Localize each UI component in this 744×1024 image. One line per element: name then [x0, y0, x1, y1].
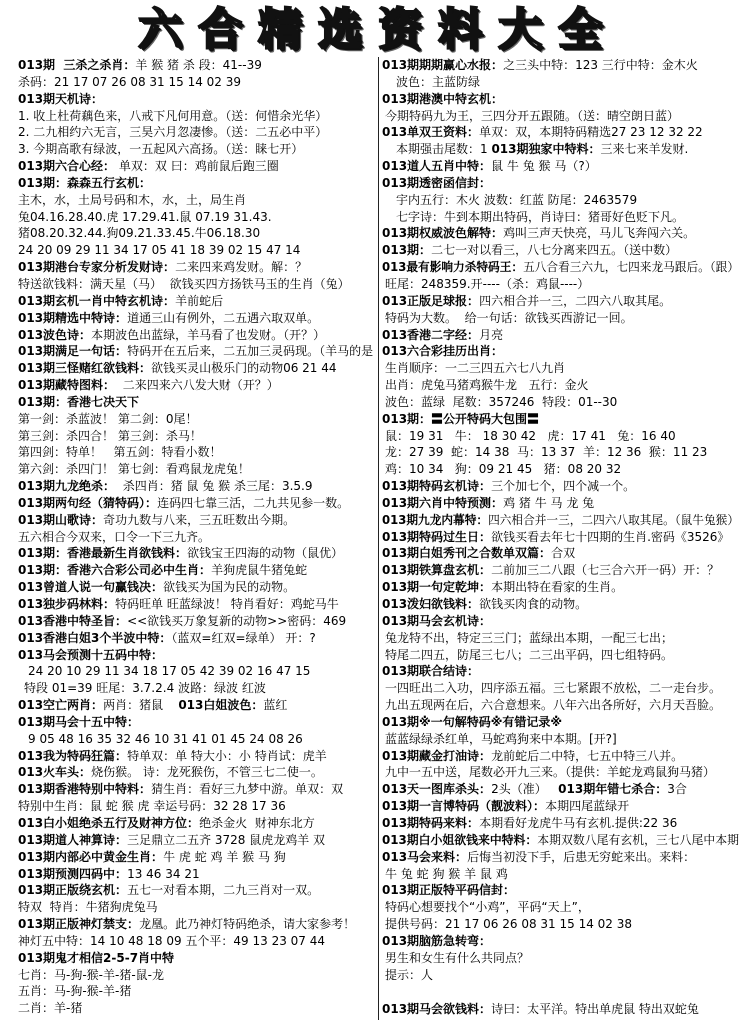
text-line [18, 478, 376, 495]
text-line [18, 327, 376, 344]
text-line [382, 866, 740, 883]
item-text: 兔龙特不出，特定三三门；蓝绿出本期，一配三七出； [385, 630, 674, 645]
text-line [382, 259, 740, 276]
text-line [18, 310, 376, 327]
text-line [18, 108, 376, 125]
item-text: 五六相合今双来，口令一下三九齐。 [18, 529, 211, 544]
item-text: 烧伤猴。 诗：龙死猴伤，不管三七二使一。 [91, 765, 323, 780]
item-text: 月亮 [479, 327, 504, 342]
right-column [382, 57, 740, 1022]
item-text: 七字诗：牛到本期出特码，肖诗曰：猪哥好色贬下凡。 [396, 209, 685, 224]
text-line [382, 108, 740, 125]
item-heading: 013期期期赢心水报： [382, 58, 504, 72]
text-line [18, 916, 376, 933]
item-text: 绝杀金火 财神东北方 [199, 815, 315, 830]
text-line [382, 293, 740, 310]
item-text: <<欲钱买万象复新的动物>>密码：469 [127, 613, 347, 628]
item-text: 提示：人 [385, 967, 434, 982]
text-line [382, 596, 740, 613]
text-line [18, 680, 376, 697]
item-text: 第四剑：特单！ 第五剑：特看小数！ [18, 445, 222, 460]
text-line [382, 495, 740, 512]
item-heading: 013期正版神灯禁支： [18, 917, 140, 932]
text-line [18, 950, 376, 967]
item-text: 四六相合并一三，二四六八取其尾。 [479, 293, 672, 308]
item-text: 单双：双 曰：鸡前鼠后跑三圈 [115, 159, 279, 174]
item-text: 鼠：19 31 牛： 18 30 42 虎：17 41 兔：16 40 [385, 428, 676, 443]
column-divider [378, 57, 379, 1020]
text-line [18, 764, 376, 781]
item-text: 鸡叫三声天快亮，马儿飞奔闯六关。 [503, 226, 696, 241]
item-heading: 013期山歌诗： [18, 512, 104, 527]
item-heading: 013期马会玄机诗： [382, 613, 492, 628]
item-heading: 013空亡两肖： [18, 698, 104, 713]
item-text: 波色：蓝绿 尾数：357246 特段：01--30 [385, 394, 618, 409]
text-line [18, 663, 376, 680]
text-line [382, 933, 740, 950]
text-line [382, 529, 740, 546]
text-line [18, 748, 376, 765]
text-line [382, 124, 740, 141]
item-heading: 013期特码玄机诗： [382, 479, 492, 494]
item-text: 第一剑：杀蓝波！ 第二剑：0尾！ [18, 411, 198, 426]
item-text: 欲钱买为国为民的动物。 [163, 580, 296, 595]
text-line [382, 209, 740, 226]
item-text: 本期波色出蓝绿，羊马看了也发财。（开？） [91, 327, 326, 342]
item-text: 鼠 牛 兔 猴 马（?） [491, 159, 597, 174]
text-line [382, 545, 740, 562]
item-heading: 013白姐波色： [178, 698, 264, 713]
text-line [382, 428, 740, 445]
item-text: 男生和女生有什么共同点？ [385, 950, 530, 965]
text-line [18, 444, 376, 461]
text-line [382, 276, 740, 293]
item-text: 出肖：虎兔马猪鸡猴牛龙 五行：金火 [385, 378, 589, 393]
item-text: 本期双数八尾有玄机，三七八尾中本期 [537, 832, 739, 847]
item-text: 欲钱宝王四海的动物（鼠优） [187, 546, 344, 561]
text-line [382, 343, 740, 360]
text-line [382, 478, 740, 495]
item-heading: 013期预测四码中： [18, 866, 128, 881]
item-heading: 013期藏特图料： [18, 378, 116, 393]
text-line [382, 647, 740, 664]
item-heading: 013期鬼才相信2-5-7肖中特 [18, 950, 175, 965]
item-text: 三来七来羊发财. [600, 142, 689, 157]
item-text: 特码心想要找个“小鸡”，平码“天上”， [385, 900, 590, 915]
item-heading: 013期：香港最新生肖欲钱料： [18, 546, 188, 561]
item-heading: 013期满足一句话： [18, 344, 128, 359]
item-text: 特码为大数。 给一句话：欲钱买西游记一回。 [385, 310, 633, 325]
text-line [18, 849, 376, 866]
item-text: 三足鼎立二五齐 3728 鼠虎龙鸡羊 双 [127, 832, 326, 847]
item-heading: 013香港二字经： [382, 327, 480, 342]
text-line [18, 933, 376, 950]
text-line [382, 815, 740, 832]
item-text: 宇内五行：木火 波数：红蓝 防尾：2463579 [396, 192, 638, 207]
text-line [382, 714, 740, 731]
item-text: 生肖顺序：一二三四五六七八九肖 [385, 361, 566, 376]
text-line [18, 630, 376, 647]
text-line [382, 327, 740, 344]
item-text: 2. 二九相约六无言，三昊六月忽凄惨。（送：二五必中平） [18, 125, 328, 140]
text-line [382, 663, 740, 680]
item-text: 特双 特肖：牛猪狗虎兔马 [18, 900, 158, 915]
item-text: 1. 收上杜荷藕色来，八戒下凡何用意。（送：何惜余光华） [18, 108, 328, 123]
item-text: 特送欲钱料：满天星（马） 欲钱买四方扬铁马玉的生肖（兔） [18, 276, 350, 291]
item-text: 四六相合并一三，二四六八取其尾。（鼠牛兔猴） [488, 512, 739, 527]
item-text: 杀四肖：猪 鼠 兔 猴 杀三尾：3.5.9 [115, 479, 313, 494]
item-text: 猪08.20.32.44.狗09.21.33.45.牛06.18.30 [18, 226, 261, 241]
item-heading: 013火车头： [18, 765, 92, 780]
text-line [18, 495, 376, 512]
item-text: 羊 猴 猪 杀 段：41--39 [135, 58, 262, 72]
item-heading: 013期联合结诗： [382, 664, 480, 679]
text-line [18, 360, 376, 377]
item-heading: 013白小姐绝杀五行及财神方位： [18, 815, 200, 830]
item-heading: 013期六肖中特预测： [382, 495, 504, 510]
text-line [18, 175, 376, 192]
item-text: 欲钱买肉食的动物。 [479, 597, 588, 611]
text-line [382, 411, 740, 428]
item-text: 龙凰。此乃神灯特码绝杀，请大家参考！ [139, 917, 356, 932]
text-line [382, 394, 740, 411]
item-text: 五七一对看本期，二九三肖对一双。 [127, 883, 320, 898]
item-text: 后悔当初没下手，后患无穷蛇来出。来料： [467, 849, 696, 864]
item-text: 羊狗虎鼠牛猪兔蛇 [211, 563, 308, 578]
text-line [382, 310, 740, 327]
text-line [382, 175, 740, 192]
text-line [18, 882, 376, 899]
text-line [18, 242, 376, 259]
text-line [382, 562, 740, 579]
item-heading: 013泼妇欲钱料： [382, 597, 480, 611]
item-text: 奇功九数与八来，三五旺数出今期。 [103, 512, 296, 527]
item-text: 提供号码：21 17 06 26 08 31 15 14 02 38 [385, 917, 633, 932]
item-text: 今期特码九为王，三四分开五跟随。（送：晴空朗日蓝） [385, 108, 680, 123]
text-line [18, 428, 376, 445]
item-heading: 013期：森森五行玄机： [18, 175, 152, 190]
item-text: 五八合看三六九，七四来龙马跟后。（跟） [523, 260, 739, 275]
text-line [382, 444, 740, 461]
text-line [382, 680, 740, 697]
text-line [382, 731, 740, 748]
item-heading: 013期港澳中特玄机： [382, 91, 504, 106]
text-line [18, 647, 376, 664]
text-line [382, 849, 740, 866]
text-line [18, 967, 376, 984]
item-text: 二七一对以看三，八七分离来四五。（送中数） [431, 243, 678, 258]
text-line [18, 158, 376, 175]
text-line [382, 798, 740, 815]
item-heading: 013期铁算盘玄机： [382, 563, 492, 578]
item-heading: 013道人五肖中特： [382, 159, 492, 174]
text-line [382, 882, 740, 899]
text-line [18, 596, 376, 613]
item-text: 一四旺出二入功，四序添五福。三七紧跟不放松，二一走台步。 [385, 681, 722, 696]
item-text: 本期强击尾数：1 [396, 142, 492, 157]
text-line [382, 1001, 740, 1018]
text-line [18, 293, 376, 310]
item-text: 二肖：羊-猪 [18, 1001, 83, 1016]
item-heading: 013香港白姐3个半波中特： [18, 630, 172, 645]
text-line [18, 57, 376, 74]
item-text: 旺尾：248359.开----（杀：鸡鼠----） [385, 276, 590, 291]
item-text: 蓝蓝绿绿杀红单，马蛇鸡狗来中本期。[开?] [385, 731, 617, 746]
item-heading: 013期白小姐欲钱来中特料： [382, 832, 538, 847]
item-text: 兔04.16.28.40.虎 17.29.41.鼠 07.19 31.43. [18, 209, 272, 224]
text-line [18, 343, 376, 360]
text-line [18, 866, 376, 883]
item-heading: 013期内部必中黄金生肖： [18, 849, 164, 864]
item-text: 诗曰：太平洋。特出单虎鼠 特出双蛇兔 [491, 1002, 699, 1017]
item-heading: 013期港台专家分析发财诗： [18, 260, 176, 275]
text-line [382, 916, 740, 933]
item-heading: 013期九龙内幕特： [382, 512, 489, 527]
text-line [382, 967, 740, 984]
item-text: 24 20 09 29 11 34 17 05 41 18 39 02 15 47 14 [18, 243, 301, 258]
item-heading: 013期独家中特料： [491, 142, 601, 157]
text-line [18, 259, 376, 276]
item-heading: 013期：〓公开特码大包围〓 [382, 411, 540, 426]
item-heading: 013期三怪赌红欲钱料： [18, 361, 152, 376]
item-text: 龙前蛇后二中特，七五中特三八并。 [491, 748, 684, 763]
item-heading: 013期两句经（猜特码）： [18, 495, 158, 510]
text-line [18, 697, 376, 714]
item-text: 9 05 48 16 35 32 46 10 31 41 01 45 24 08 26 [28, 731, 303, 746]
item-text: 2头（准） [491, 782, 559, 797]
item-text: 羊前蛇后 [175, 293, 224, 308]
item-heading: 013期马会欲钱料： [382, 1002, 492, 1017]
item-text: 杀码：21 17 07 26 08 31 15 14 02 39 [18, 74, 242, 89]
text-line [382, 950, 740, 967]
text-line [382, 748, 740, 765]
text-line [382, 630, 740, 647]
item-heading: 013天一图库杀头： [382, 782, 492, 797]
item-text: 第三剑：杀四合！ 第三剑：杀马！ [18, 428, 202, 443]
item-text: 欲钱买看去年七十四期的生肖.密码《3526》 [491, 529, 730, 544]
item-heading: 013最有影响力杀特码王： [382, 260, 524, 275]
text-line [18, 731, 376, 748]
item-heading: 013期一句定乾坤： [382, 580, 492, 595]
item-heading: 013期： [382, 243, 432, 258]
text-line [18, 411, 376, 428]
text-line [18, 1000, 376, 1017]
item-heading: 013期透密函信封： [382, 175, 492, 190]
item-heading: 013期※一句解特码※有错记录※ [382, 714, 563, 729]
text-line [18, 225, 376, 242]
item-text: 七肖：马-狗-猴-羊-猪-鼠-龙 [18, 967, 164, 982]
item-heading: 013期天机诗： [18, 91, 104, 106]
text-line [18, 276, 376, 293]
item-text: 鸡：10 34 狗：09 21 45 猪：08 20 32 [385, 462, 622, 477]
item-text: （蓝双=红双=绿单） 开：? [171, 630, 316, 645]
text-line [18, 815, 376, 832]
item-text: 特码开在五后来，二五加三灵码现。（羊马的是 [127, 344, 374, 359]
item-text: 特单双：单 特大小：小 特肖试：虎羊 [127, 748, 327, 763]
text-line [382, 461, 740, 478]
text-line [18, 613, 376, 630]
item-heading: 013期权威波色解特： [382, 226, 504, 241]
item-heading: 013期正版绕玄机： [18, 883, 128, 898]
text-line [382, 242, 740, 259]
item-text: 本期出特在看家的生肖。 [491, 580, 624, 595]
item-text: 本期看好龙虎牛马有玄机.提供:22 36 [479, 815, 678, 830]
item-text: 三个加七个，四个减一个。 [491, 479, 636, 494]
text-line [382, 512, 740, 529]
item-heading: 013期白姐秀刊之合数单双篇： [382, 546, 552, 561]
item-heading: 013曾道人说一句赢钱决： [18, 580, 164, 595]
item-text: 13 46 34 21 [127, 866, 200, 881]
text-line [382, 781, 740, 798]
text-line [18, 512, 376, 529]
item-heading: 013单双王资料： [382, 125, 480, 140]
text-line [382, 832, 740, 849]
item-text: 特码旺单 旺蓝绿波！ 特肖看好：鸡蛇马牛 [115, 597, 339, 611]
item-text: 欲钱买灵山极乐门的动物06 21 44 [151, 361, 337, 376]
text-line [18, 983, 376, 1000]
text-line [382, 697, 740, 714]
item-text: 之三头中特：123 三行中特：金木火 [503, 58, 698, 72]
item-heading: 013期六合心经： [18, 159, 116, 174]
item-text: 单双：双，本期特码精选27 23 12 32 22 [479, 125, 703, 140]
text-line [18, 209, 376, 226]
text-line [18, 579, 376, 596]
item-text: 牛 虎 蛇 鸡 羊 猴 马 狗 [163, 849, 286, 864]
item-text: 特段 01=39 旺尾：3.7.2.4 波路：绿波 红波 [24, 681, 266, 696]
text-line [382, 91, 740, 108]
text-line [18, 91, 376, 108]
item-text: 五肖：马-狗-猴-羊-猪 [18, 984, 132, 999]
item-text: 3. 今期高歌有绿波，一五起风六高扬。（送：睐七开） [18, 142, 304, 157]
item-heading: 013期：香港六合彩公司必中生肖： [18, 563, 212, 578]
item-heading: 013期特码来料： [382, 815, 480, 830]
text-line [18, 529, 376, 546]
item-text: 3合 [667, 782, 687, 797]
item-heading: 013期 三杀之杀肖： [18, 58, 136, 72]
text-line [382, 377, 740, 394]
text-line [18, 141, 376, 158]
item-text: 猜生肖：看好三九梦中游。单双：双 [151, 782, 344, 797]
item-heading: 013期九龙绝杀： [18, 479, 116, 494]
item-text: 特别中生肖：鼠 蛇 猴 虎 幸运号码：32 28 17 36 [18, 799, 286, 814]
text-line [18, 545, 376, 562]
item-text: 道通三山有例外，二五遇六取双单。 [127, 310, 320, 325]
item-heading: 013期年错七杀合： [558, 782, 668, 797]
item-heading: 013香港中特圣旨： [18, 613, 128, 628]
text-line [382, 74, 740, 91]
item-heading: 013我为特码狂篇： [18, 748, 128, 763]
item-heading: 013期特码过生日： [382, 529, 492, 544]
item-text: 蓝红 [263, 698, 288, 713]
item-text: 特尾二四五，防尾三七八；二三出平码，四七组特码。 [385, 647, 674, 662]
text-line [18, 377, 376, 394]
item-heading: 013期正版特平码信封： [382, 883, 516, 898]
item-heading: 013期精选中特诗： [18, 310, 128, 325]
item-heading: 013期一言博特码（靓波料）： [382, 799, 546, 814]
text-line [18, 394, 376, 411]
item-heading: 013期道人神算诗： [18, 832, 128, 847]
left-column [18, 57, 376, 1022]
item-heading: 013期玄机一肖中特玄机诗： [18, 293, 176, 308]
item-heading: 013期：香港七决天下 [18, 394, 140, 409]
item-text: 主木，水，土局号码和木，水，土，局生肖 [18, 192, 247, 207]
text-line [18, 714, 376, 731]
item-heading: 013波色诗： [18, 327, 92, 342]
text-line [382, 579, 740, 596]
text-line [18, 124, 376, 141]
text-line [382, 764, 740, 781]
item-text: 两肖：猪鼠 [103, 698, 179, 713]
item-text: 波色：主蓝防绿 [396, 74, 481, 89]
text-line [382, 360, 740, 377]
text-line [382, 613, 740, 630]
item-heading: 013期藏金打油诗： [382, 748, 492, 763]
text-line [18, 798, 376, 815]
text-line [18, 192, 376, 209]
item-text: 二来四来鸡发财。解：？ [175, 260, 308, 275]
item-heading: 013期香港特别中特料： [18, 782, 152, 797]
text-line [382, 192, 740, 209]
item-text: 神灯五中特：14 10 48 18 09 五个平：49 13 23 07 44 [18, 933, 326, 948]
text-line [18, 781, 376, 798]
text-line [18, 461, 376, 478]
item-text: 二前加三二八跟（七三合六开一码）开：？ [491, 563, 720, 578]
page-title: 六合精选资料大全 [138, 4, 618, 55]
item-text: 连码四七靠三活，二九共见参一数。 [157, 495, 350, 510]
item-text: 九出五现两在后，六合意想来。八年六出各所好，六月天吾脸。 [385, 698, 722, 713]
item-heading: 013正版足球报： [382, 293, 480, 308]
text-line [18, 899, 376, 916]
item-text: 第六剑：杀四门！ 第七剑：看鸡鼠龙虎兔！ [18, 462, 250, 477]
text-line [382, 57, 740, 74]
item-heading: 013独步码林料： [18, 597, 116, 611]
item-text: 合双 [551, 546, 576, 561]
text-line [382, 899, 740, 916]
item-heading: 013期脑筋急转弯： [382, 933, 492, 948]
item-heading: 013马会预测十五码中特： [18, 647, 164, 662]
text-line [382, 225, 740, 242]
text-line [382, 158, 740, 175]
text-line [18, 832, 376, 849]
text-line [382, 141, 740, 158]
item-heading: 013六合彩挂历出肖： [382, 344, 504, 359]
item-text: 二来四来六八发大财（开？） [115, 378, 279, 393]
item-text: 牛 兔 蛇 狗 猴 羊 鼠 鸡 [385, 866, 508, 881]
item-text: 九中一五中送，尾数必开九三来。（提供：羊蛇龙鸡鼠狗马猪） [385, 765, 716, 780]
item-text: 鸡 猪 牛 马 龙 兔 [503, 495, 595, 510]
item-text: 本期四尾蓝绿开 [545, 799, 630, 814]
item-text: 24 20 10 29 11 34 18 17 05 42 39 02 16 47 15 [28, 664, 311, 679]
item-heading: 013期马会十五中特： [18, 714, 140, 729]
text-line [18, 74, 376, 91]
text-line [18, 562, 376, 579]
item-heading: 013马会来料： [382, 849, 468, 864]
item-text: 龙：27 39 蛇：14 38 马：13 37 羊：12 36 猴：11 23 [385, 445, 708, 460]
